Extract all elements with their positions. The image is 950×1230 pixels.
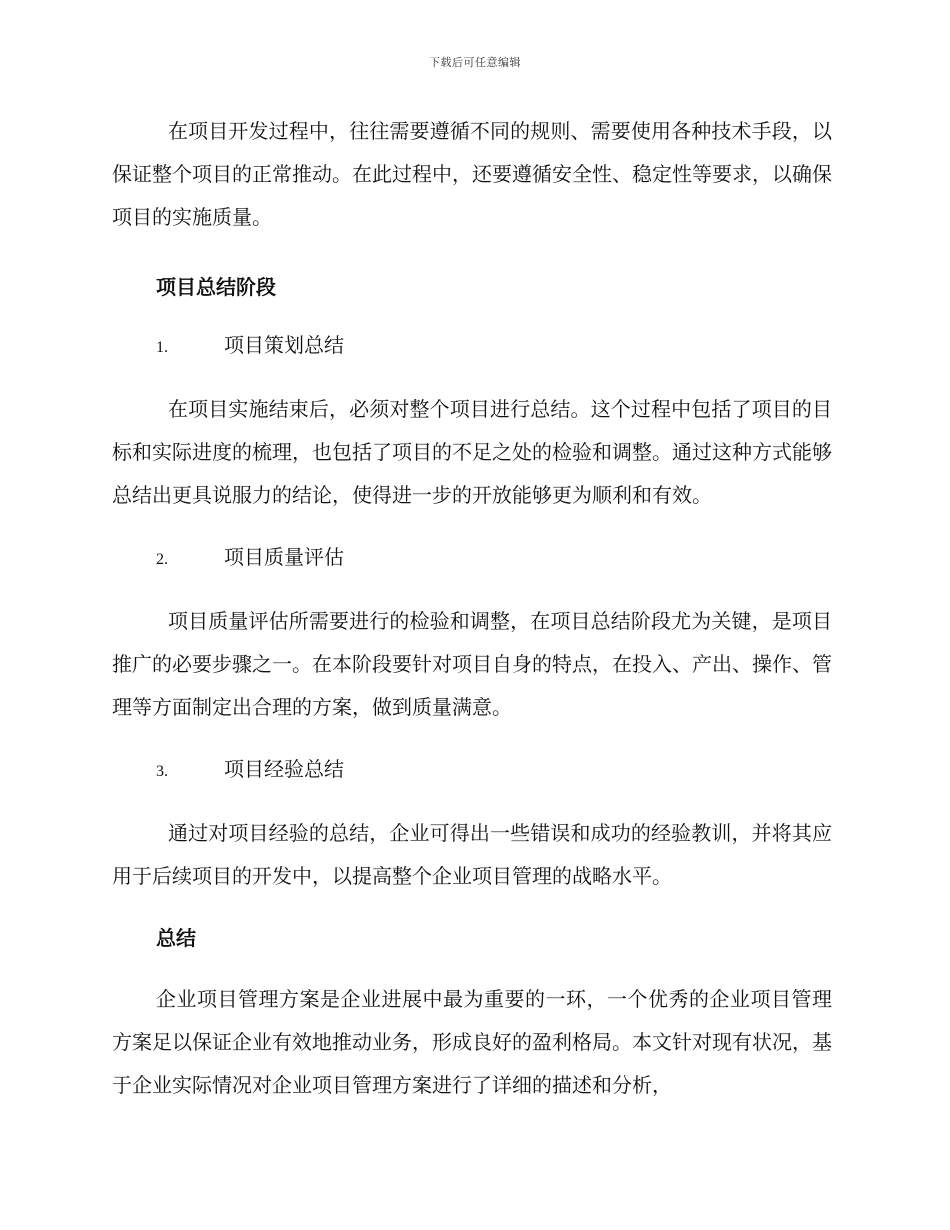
page-header-note: 下载后可任意编辑 xyxy=(429,56,521,69)
section-heading-conclusion: 总结 xyxy=(156,926,196,950)
item-number: 1. xyxy=(156,339,168,356)
item-3-paragraph: 通过对项目经验的总结，企业可得出一些错误和成功的经验教训，并将其应用于后续项目的开发中，以提高整个企业项目管理的战略水平。 xyxy=(112,821,832,888)
numbered-item-3 xyxy=(112,759,832,782)
section-heading-summary-phase: 项目总结阶段 xyxy=(156,275,276,299)
numbered-item-1 xyxy=(112,335,832,358)
intro-paragraph: 在项目开发过程中，往往需要遵循不同的规则、需要使用各种技术手段，以保证整个项目的正常推动。在此过程中，还要遵循安全性、稳定性等要求，以确保项目的实施质量。 xyxy=(112,119,832,229)
item-number: 2. xyxy=(156,551,168,568)
item-number: 3. xyxy=(156,763,168,780)
item-1-paragraph: 在项目实施结束后，必须对整个项目进行总结。这个过程中包括了项目的目标和实际进度的梳理，也包括了项目的不足之处的检验和调整。通过这种方式能够总结出更具说服力的结论，使得进一步的开放能够更为顺利和有效。 xyxy=(112,397,832,507)
item-title: 项目质量评估 xyxy=(224,545,344,569)
numbered-item-2 xyxy=(112,547,832,570)
conclusion-paragraph: 企业项目管理方案是企业进展中最为重要的一环，一个优秀的企业项目管理方案足以保证企业有效地推动业务，形成良好的盈利格局。本文针对现有状况，基于企业实际情况对企业项目管理方案进行了详细的描述和分析， xyxy=(112,987,832,1097)
item-title: 项目策划总结 xyxy=(224,333,344,357)
item-title: 项目经验总结 xyxy=(224,757,344,781)
document-body xyxy=(112,110,832,1107)
item-2-paragraph: 项目质量评估所需要进行的检验和调整，在项目总结阶段尤为关键，是项目推广的必要步骤之一。在本阶段要针对项目自身的特点，在投入、产出、操作、管理等方面制定出合理的方案，做到质量满意。 xyxy=(112,609,832,719)
